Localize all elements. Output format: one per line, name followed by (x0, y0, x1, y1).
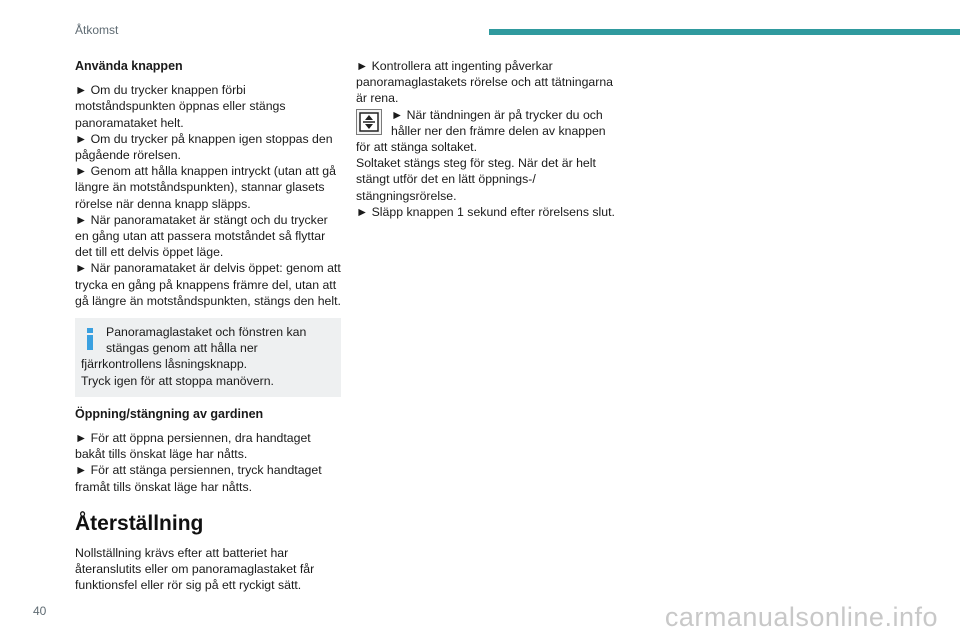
right-column (356, 58, 624, 220)
page-number: 40 (33, 604, 47, 618)
paragraph: ► För att öppna persiennen, dra handtaget bakåt tills önskat läge har nåtts. (75, 431, 311, 462)
watermark-logo: carmanualsonline.info (664, 602, 938, 632)
paragraph: för att stänga soltaket. (356, 140, 477, 155)
paragraph: Nollställning krävs efter att batteriet har återanslutits eller om panoramaglastaket får funktionsfel eller rör sig på ett ryckigt sätt. (75, 545, 315, 593)
paragraph: Soltaket stängs steg för steg. När det är helt stängt utför det en lätt öppnings-/ stängningsrörelse. (356, 156, 596, 203)
paragraph: ► Om du trycker knappen förbi motståndspunkten öppnas eller stängs panoramataket helt. (75, 83, 286, 130)
info-text: Tryck igen för att stoppa manövern. (81, 373, 274, 388)
section-title: Åtkomst (75, 23, 119, 37)
paragraph: ► När panoramataket är delvis öppet: genom att trycka en gång på knappens främre del, utan att gå längre än motståndspunkten, stängs den helt. (75, 261, 341, 308)
paragraph: ► När tändningen är på trycker du och (391, 107, 603, 122)
info-box (75, 318, 341, 397)
heading-use-button: Använda knappen (75, 59, 183, 73)
left-column (75, 58, 341, 593)
header-accent-bar (489, 29, 960, 35)
paragraph: ► För att stänga persiennen, tryck handtaget framåt tills önskat läge har nåtts. (75, 463, 322, 494)
info-text: Panoramaglastaket och fönstren kan (106, 325, 307, 340)
paragraph: ► Om du trycker på knappen igen stoppas den pågående rörelsen. (75, 131, 333, 163)
info-text: fjärrkontrollens låsningsknapp. (81, 357, 248, 372)
roof-button-icon (356, 109, 382, 135)
heading-reset: Återställning (75, 511, 204, 535)
paragraph: ► Kontrollera att ingenting påverkar panoramaglastakets rörelse och att tätningarna är rena. (356, 59, 614, 106)
paragraph: håller ner den främre delen av knappen (391, 123, 606, 138)
paragraph: ► När panoramataket är stängt och du trycker en gång utan att passera motståndet så flyttar det till ett delvis öppet läge. (75, 212, 328, 260)
info-icon (87, 328, 93, 350)
heading-curtain: Öppning/stängning av gardinen (75, 406, 264, 421)
instruction-with-icon (356, 107, 624, 139)
paragraph: ► Släpp knappen 1 sekund efter rörelsens slut. (356, 204, 615, 219)
paragraph: ► Genom att hålla knappen intryckt (utan att gå längre än motståndspunkten), stannar glasets rörelse när denna knapp släpps. (75, 164, 336, 211)
info-text: stängas genom att hålla ner (106, 341, 258, 356)
